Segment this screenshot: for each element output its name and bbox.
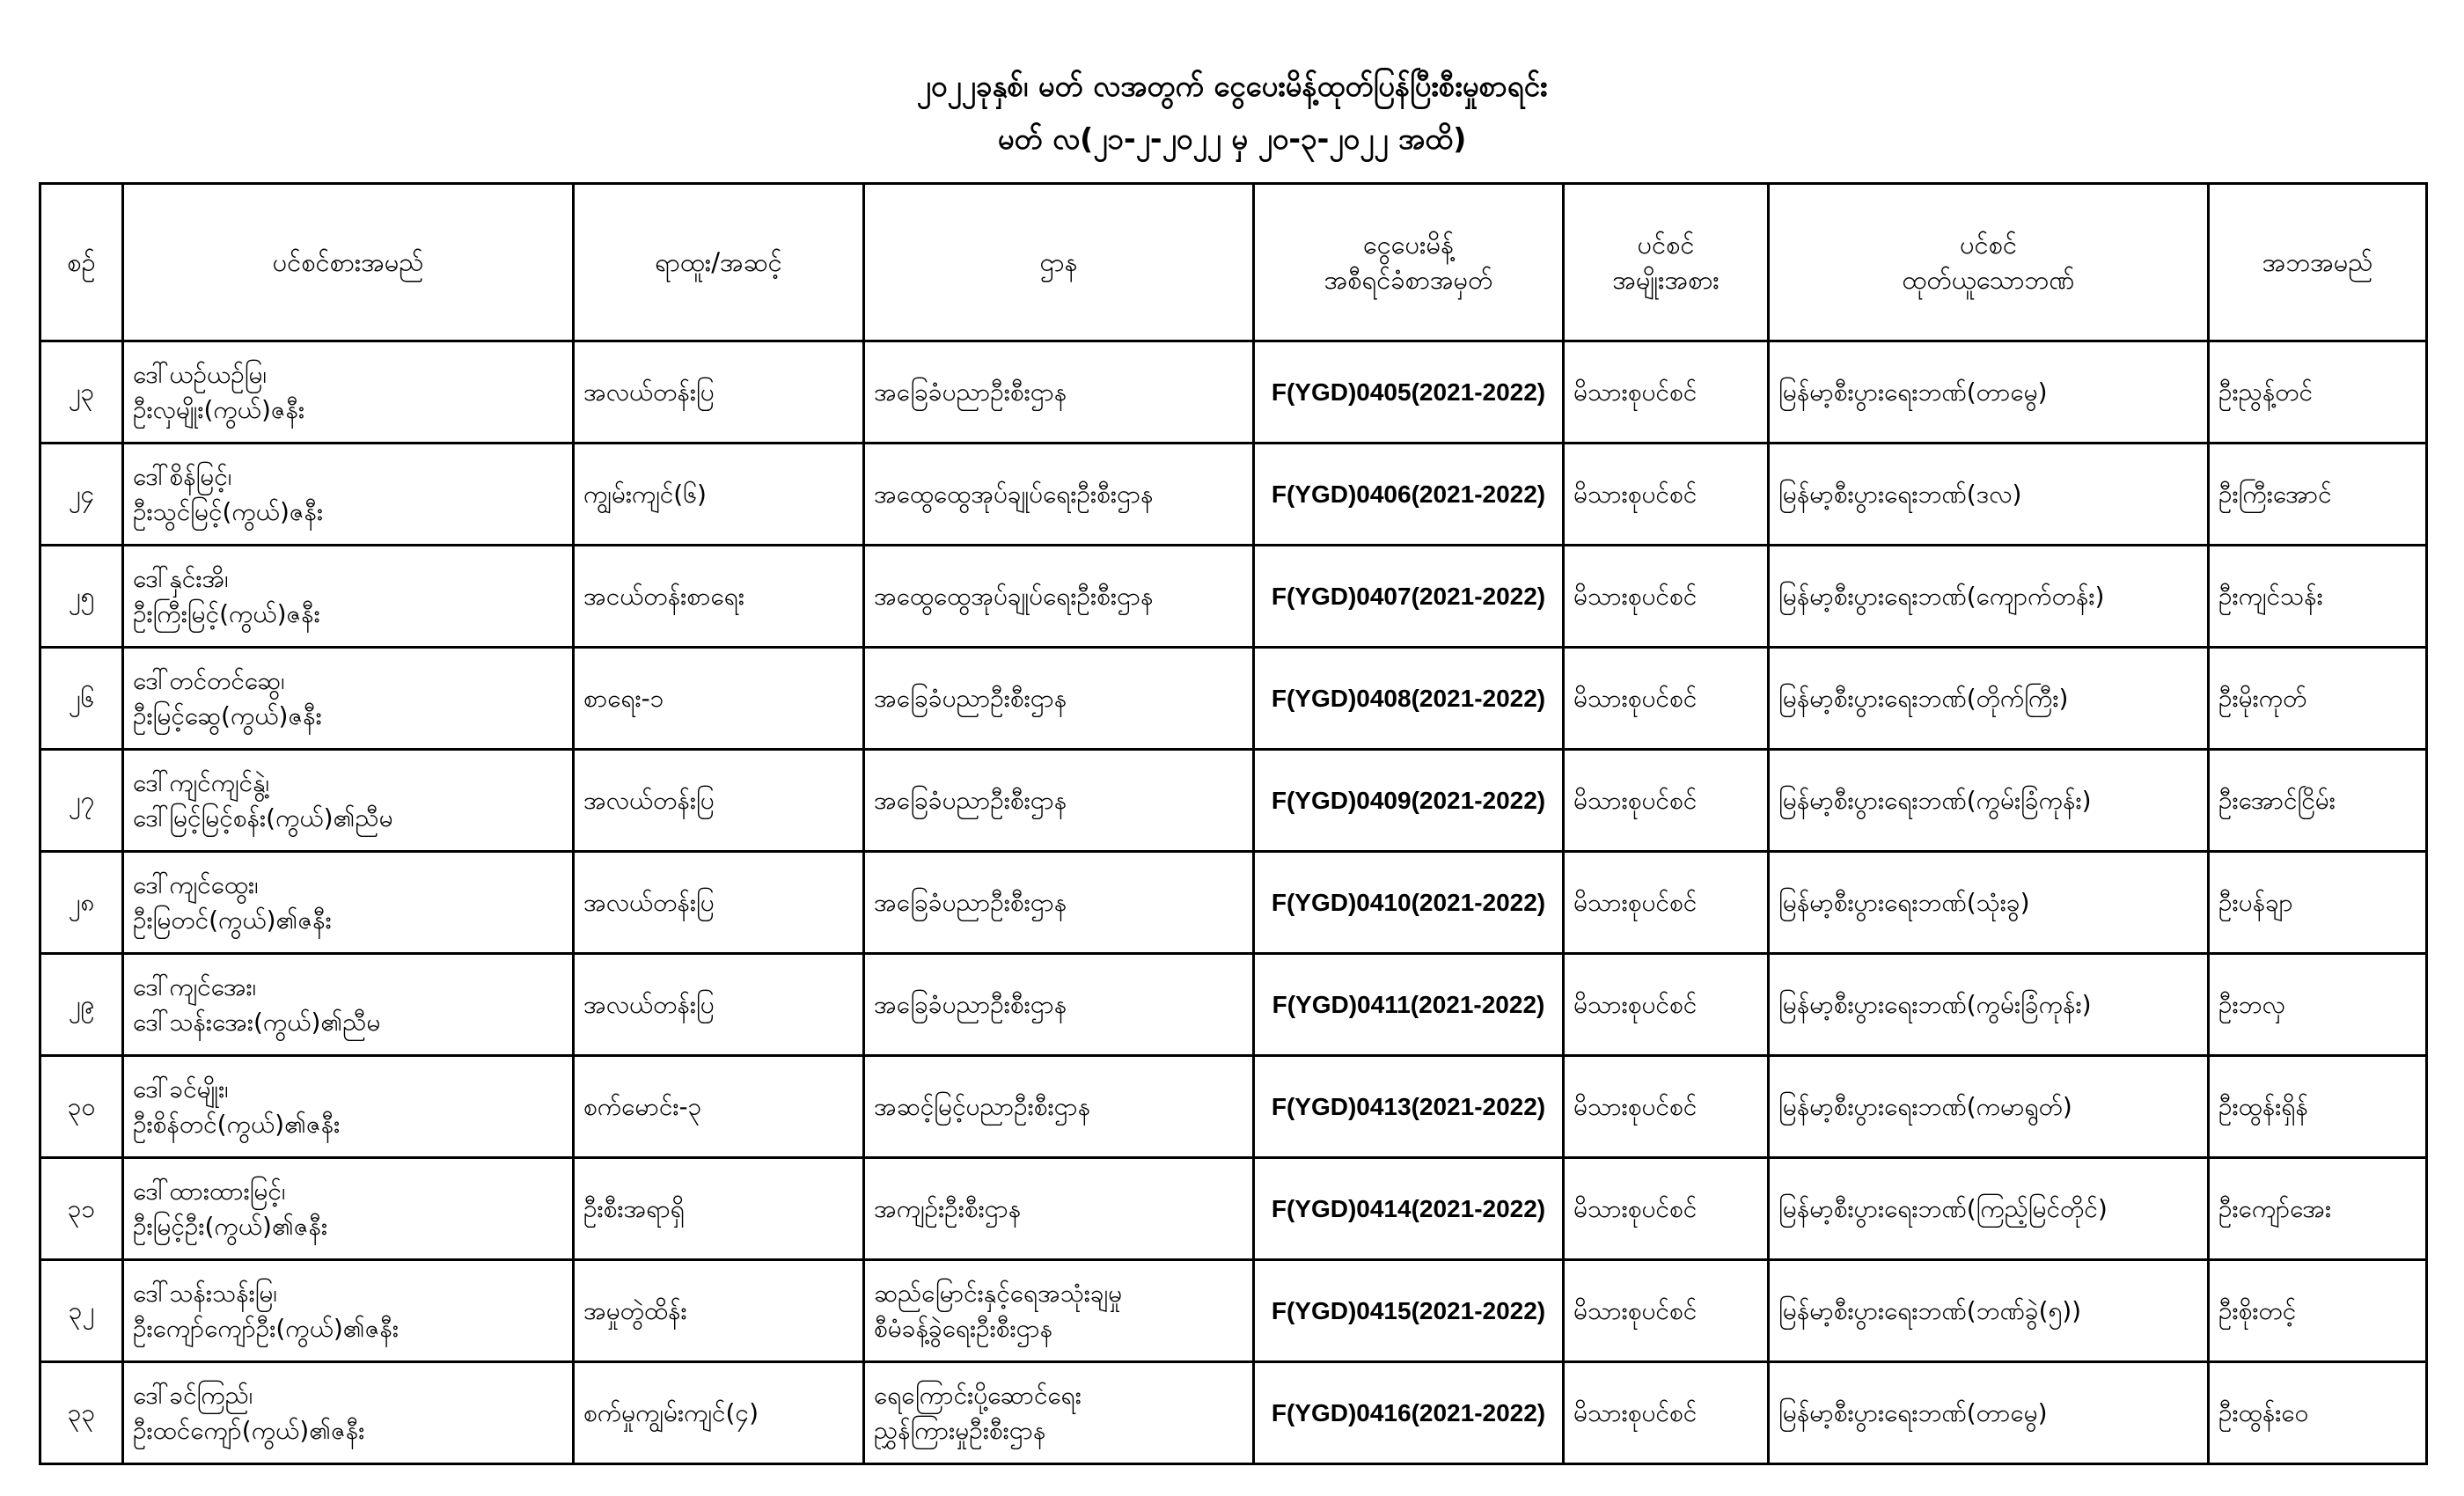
pensioner-name-cell: [123, 648, 574, 750]
department-cell: [864, 954, 1254, 1056]
column-header-line: ပင်စင်: [1637, 230, 1695, 260]
father-name-cell-text: ဦးမိုးကုတ်: [2218, 683, 2307, 713]
order-number-cell-text: F(YGD)0415(2021-2022): [1271, 1296, 1546, 1324]
column-header-pension-type: [1564, 184, 1769, 341]
order-number-cell-text: F(YGD)0408(2021-2022): [1271, 684, 1546, 712]
rank-cell: [574, 341, 864, 444]
column-header-line: ရာထူး/အဆင့်: [655, 247, 782, 277]
title-line-2: မတ် လ(၂၁-၂-၂၀၂၂ မှ ၂၀-၃-၂၀၂၂ အထိ): [997, 121, 1467, 156]
father-name-cell: [2209, 852, 2427, 954]
father-name-cell: [2209, 341, 2427, 444]
department-cell-text: ညွှန်ကြားမှုဦးစီးဌာန: [874, 1415, 1046, 1445]
pension-type-cell: [1564, 750, 1769, 852]
pension-type-cell: [1564, 341, 1769, 444]
pensioner-name-cell-text: ဒေါ်မြင့်မြင့်စန်း(ကွယ်)၏ညီမ: [133, 803, 393, 832]
serial-cell-text: ၂၃: [68, 377, 95, 407]
department-cell-text: အထွေထွေအုပ်ချုပ်ရေးဦးစီးဌာန: [874, 479, 1154, 509]
father-name-cell-text: ဦးကြီးအောင်: [2218, 479, 2332, 509]
serial-cell-text: ၂၉: [68, 989, 95, 1019]
pensioner-name-cell: [123, 341, 574, 444]
bank-cell: [1769, 852, 2209, 954]
pension-type-cell-text: မိသားစုပင်စင်: [1573, 479, 1698, 509]
department-cell-text: အဆင့်မြင့်ပညာဦးစီးဌာန: [874, 1091, 1091, 1121]
column-header-serial: [40, 184, 123, 341]
bank-cell: [1769, 1362, 2209, 1464]
serial-cell-text: ၂၄: [68, 479, 95, 509]
pension-table: [39, 182, 2428, 1465]
pension-type-cell: [1564, 1362, 1769, 1464]
order-number-cell: [1254, 1056, 1564, 1158]
bank-cell-text: မြန်မာ့စီးပွားရေးဘဏ်(ဒလ): [1778, 479, 2022, 509]
father-name-cell: [2209, 750, 2427, 852]
pensioner-name-cell-text: ဦးကျော်ကျော်ဦး(ကွယ်)၏ဇနီး: [133, 1313, 399, 1343]
bank-cell: [1769, 1260, 2209, 1362]
pension-type-cell-text: မိသားစုပင်စင်: [1573, 1193, 1698, 1223]
serial-cell-text: ၃၀: [67, 1091, 96, 1121]
order-number-cell: [1254, 1260, 1564, 1362]
bank-cell-text: မြန်မာ့စီးပွားရေးဘဏ်(တာမွေ): [1778, 1397, 2048, 1427]
pension-type-cell-text: မိသားစုပင်စင်: [1573, 887, 1698, 917]
serial-cell: [40, 750, 123, 852]
pension-type-cell-text: မိသားစုပင်စင်: [1573, 1397, 1698, 1427]
rank-cell-text: အငယ်တန်းစာရေး: [583, 581, 744, 611]
department-cell-text: အခြေခံပညာဦးစီးဌာန: [874, 377, 1067, 407]
column-header-line: စဉ်: [67, 247, 96, 277]
serial-cell-text: ၃၁: [67, 1193, 96, 1223]
father-name-cell-text: ဦးဘလှ: [2218, 989, 2285, 1019]
order-number-cell-text: F(YGD)0409(2021-2022): [1271, 786, 1546, 814]
father-name-cell: [2209, 444, 2427, 546]
father-name-cell: [2209, 546, 2427, 648]
pensioner-name-cell-text: ဒေါ်ခင်မျိုး၊: [133, 1074, 229, 1104]
rank-cell: [574, 954, 864, 1056]
father-name-cell: [2209, 1056, 2427, 1158]
serial-cell-text: ၂၇: [68, 785, 95, 815]
pension-type-cell-text: မိသားစုပင်စင်: [1573, 989, 1698, 1019]
department-cell: [864, 1362, 1254, 1464]
column-header-line: ဌာန: [1039, 247, 1078, 277]
order-number-cell: [1254, 341, 1564, 444]
table-row: [40, 1056, 2427, 1158]
column-header-department: [864, 184, 1254, 341]
table-header-row: [40, 184, 2427, 341]
father-name-cell: [2209, 648, 2427, 750]
pensioner-name-cell-text: ဦးလှမျိုး(ကွယ်)ဇနီး: [133, 394, 305, 424]
rank-cell: [574, 444, 864, 546]
order-number-cell: [1254, 1158, 1564, 1260]
order-number-cell: [1254, 1362, 1564, 1464]
order-number-cell: [1254, 750, 1564, 852]
rank-cell: [574, 1056, 864, 1158]
rank-cell-text: စက်မောင်း-၃: [583, 1091, 702, 1121]
pension-type-cell-text: မိသားစုပင်စင်: [1573, 377, 1698, 407]
pensioner-name-cell: [123, 1158, 574, 1260]
order-number-cell-text: F(YGD)0406(2021-2022): [1271, 480, 1546, 508]
column-header-line: အဘအမည်: [2262, 247, 2373, 277]
column-header-line: ပင်စင်: [1959, 230, 2018, 260]
order-number-cell-text: F(YGD)0405(2021-2022): [1271, 378, 1546, 406]
department-cell-text: စီမံခန့်ခွဲရေးဦးစီးဌာန: [874, 1313, 1053, 1343]
pensioner-name-cell-text: ဒေါ်ထားထားမြင့်၊: [133, 1176, 286, 1206]
serial-cell: [40, 1158, 123, 1260]
pensioner-name-cell-text: ဦးသွင်မြင့်(ကွယ်)ဇနီး: [133, 496, 324, 526]
bank-cell-text: မြန်မာ့စီးပွားရေးဘဏ်(ကွမ်းခြံကုန်း): [1778, 989, 2092, 1019]
pensioner-name-cell: [123, 1260, 574, 1362]
serial-cell: [40, 341, 123, 444]
father-name-cell: [2209, 1362, 2427, 1464]
table-row: [40, 1158, 2427, 1260]
order-number-cell-text: F(YGD)0411(2021-2022): [1272, 990, 1545, 1018]
order-number-cell: [1254, 444, 1564, 546]
pensioner-name-cell-text: ဒေါ်ကျင်ထွေး၊: [133, 869, 259, 899]
pensioner-name-cell-text: ဦးမြင့်ဦး(ကွယ်)၏ဇနီး: [133, 1211, 328, 1241]
rank-cell: [574, 750, 864, 852]
bank-cell-text: မြန်မာ့စီးပွားရေးဘဏ်(ဘဏ်ခွဲ(၅)): [1778, 1295, 2082, 1325]
department-cell-text: အထွေထွေအုပ်ချုပ်ရေးဦးစီးဌာန: [874, 581, 1154, 611]
table-row: [40, 1362, 2427, 1464]
pensioner-name-cell-text: ဒေါ်နှင်းအိ၊: [133, 563, 229, 593]
serial-cell-text: ၂၆: [68, 683, 95, 713]
table-row: [40, 444, 2427, 546]
pensioner-name-cell: [123, 1056, 574, 1158]
rank-cell-text: စက်မှုကျွမ်းကျင်(၄): [583, 1397, 759, 1427]
father-name-cell-text: ဦးထွန်းဝေ: [2218, 1397, 2309, 1427]
rank-cell-text: အလယ်တန်းပြ: [583, 785, 715, 815]
pensioner-name-cell-text: ဒေါ်ကျင်ကျင်နွဲ့၊: [133, 767, 269, 797]
rank-cell-text: ဦးစီးအရာရှိ: [583, 1193, 685, 1223]
serial-cell: [40, 1260, 123, 1362]
table-row: [40, 852, 2427, 954]
bank-cell: [1769, 954, 2209, 1056]
column-header-rank: [574, 184, 864, 341]
order-number-cell: [1254, 852, 1564, 954]
table-row: [40, 341, 2427, 444]
column-header-line: ငွေပေးမိန့်: [1362, 230, 1455, 260]
serial-cell: [40, 1056, 123, 1158]
document-title: [0, 60, 2464, 165]
father-name-cell: [2209, 1260, 2427, 1362]
department-cell: [864, 1158, 1254, 1260]
pension-type-cell: [1564, 852, 1769, 954]
pensioner-name-cell-text: ဦးထင်ကျော်(ကွယ်)၏ဇနီး: [133, 1415, 365, 1445]
father-name-cell: [2209, 1158, 2427, 1260]
serial-cell: [40, 648, 123, 750]
pension-type-cell-text: မိသားစုပင်စင်: [1573, 581, 1698, 611]
title-line-1: ၂၀၂၂ခုနှစ်၊ မတ် လအတွက် ငွေပေးမိန့်ထုတ်ပြန်ပြီးစီးမှုစာရင်း: [916, 69, 1548, 103]
department-cell: [864, 750, 1254, 852]
pensioner-name-cell-text: ဒေါ်တင်တင်ဆွေ၊: [133, 665, 285, 695]
column-header-father-name: [2209, 184, 2427, 341]
order-number-cell: [1254, 546, 1564, 648]
rank-cell: [574, 1260, 864, 1362]
serial-cell: [40, 1362, 123, 1464]
serial-cell: [40, 444, 123, 546]
table-row: [40, 546, 2427, 648]
father-name-cell-text: ဦးကျင်သန်း: [2218, 581, 2323, 611]
rank-cell-text: အမှုတွဲထိန်း: [583, 1295, 687, 1325]
rank-cell: [574, 1158, 864, 1260]
department-cell-text: အခြေခံပညာဦးစီးဌာန: [874, 989, 1067, 1019]
pensioner-name-cell-text: ဒေါ်စိန်မြင့်၊: [133, 461, 232, 491]
pensioner-name-cell-text: ဒေါ်သန်းသန်းမြ၊: [133, 1278, 277, 1308]
father-name-cell-text: ဦးစိုးတင့်: [2218, 1295, 2297, 1325]
bank-cell-text: မြန်မာ့စီးပွားရေးဘဏ်(ကြည့်မြင်တိုင်): [1778, 1193, 2108, 1223]
bank-cell: [1769, 1158, 2209, 1260]
pensioner-name-cell-text: ဒေါ်ကျင်အေး၊: [133, 972, 257, 1001]
serial-cell-text: ၃၃: [67, 1397, 96, 1427]
pensioner-name-cell-text: ဦးမြင့်ဆွေ(ကွယ်)ဇနီး: [133, 700, 322, 730]
order-number-cell-text: F(YGD)0407(2021-2022): [1271, 582, 1546, 610]
column-header-line: အစီရင်ခံစာအမှတ်: [1324, 265, 1493, 295]
order-number-cell-text: F(YGD)0410(2021-2022): [1271, 888, 1546, 916]
pension-type-cell: [1564, 1260, 1769, 1362]
pensioner-name-cell: [123, 852, 574, 954]
column-header-pensioner-name: [123, 184, 574, 341]
table-row: [40, 954, 2427, 1056]
rank-cell-text: စာရေး-၁: [583, 683, 664, 713]
serial-cell-text: ၂၅: [68, 581, 95, 611]
father-name-cell-text: ဦးညွန့်တင်: [2218, 377, 2313, 407]
pensioner-name-cell: [123, 954, 574, 1056]
department-cell: [864, 341, 1254, 444]
order-number-cell-text: F(YGD)0414(2021-2022): [1271, 1194, 1546, 1222]
pensioner-name-cell-text: ဒေါ်ယဉ်ယဉ်မြ၊: [133, 359, 267, 389]
pension-type-cell-text: မိသားစုပင်စင်: [1573, 1295, 1698, 1325]
pension-type-cell: [1564, 444, 1769, 546]
table-row: [40, 648, 2427, 750]
bank-cell: [1769, 546, 2209, 648]
serial-cell-text: ၂၈: [68, 887, 95, 917]
bank-cell-text: မြန်မာ့စီးပွားရေးဘဏ်(ကျောက်တန်း): [1778, 581, 2105, 611]
column-header-line: ထုတ်ယူသောဘဏ်: [1902, 265, 2075, 295]
serial-cell: [40, 852, 123, 954]
department-cell-text: ရေကြောင်းပို့ဆောင်ရေး: [874, 1380, 1082, 1410]
pensioner-name-cell: [123, 1362, 574, 1464]
rank-cell-text: အလယ်တန်းပြ: [583, 377, 715, 407]
pensioner-name-cell: [123, 546, 574, 648]
pension-type-cell-text: မိသားစုပင်စင်: [1573, 683, 1698, 713]
bank-cell-text: မြန်မာ့စီးပွားရေးဘဏ်(တိုက်ကြီး): [1778, 683, 2069, 713]
father-name-cell-text: ဦးထွန်းရှိန်: [2218, 1091, 2308, 1121]
pensioner-name-cell: [123, 750, 574, 852]
department-cell: [864, 1260, 1254, 1362]
department-cell-text: အခြေခံပညာဦးစီးဌာန: [874, 887, 1067, 917]
pension-type-cell: [1564, 546, 1769, 648]
rank-cell: [574, 648, 864, 750]
serial-cell: [40, 546, 123, 648]
father-name-cell-text: ဦးအောင်ငြိမ်း: [2218, 785, 2336, 815]
department-cell-text: အခြေခံပညာဦးစီးဌာန: [874, 785, 1067, 815]
pension-type-cell-text: မိသားစုပင်စင်: [1573, 785, 1698, 815]
department-cell: [864, 444, 1254, 546]
column-header-bank: [1769, 184, 2209, 341]
bank-cell-text: မြန်မာ့စီးပွားရေးဘဏ်(သုံးခွ): [1778, 887, 2030, 917]
order-number-cell: [1254, 954, 1564, 1056]
father-name-cell: [2209, 954, 2427, 1056]
bank-cell-text: မြန်မာ့စီးပွားရေးဘဏ်(ကွမ်းခြံကုန်း): [1778, 785, 2092, 815]
serial-cell: [40, 954, 123, 1056]
order-number-cell: [1254, 648, 1564, 750]
department-cell: [864, 648, 1254, 750]
pension-type-cell: [1564, 1158, 1769, 1260]
table-body: [40, 341, 2427, 1464]
department-cell: [864, 1056, 1254, 1158]
bank-cell: [1769, 750, 2209, 852]
pensioner-name-cell-text: ဦးမြတင်(ကွယ်)၏ဇနီး: [133, 905, 332, 935]
department-cell-text: အခြေခံပညာဦးစီးဌာန: [874, 683, 1067, 713]
bank-cell: [1769, 1056, 2209, 1158]
column-header-order-number: [1254, 184, 1564, 341]
column-header-line: ပင်စင်စားအမည်: [272, 247, 424, 277]
pensioner-name-cell-text: ဦးကြီးမြင့်(ကွယ်)ဇနီး: [133, 598, 320, 628]
pension-type-cell: [1564, 1056, 1769, 1158]
pensioner-name-cell-text: ဒေါ်ခင်ကြည်၊: [133, 1380, 253, 1410]
pension-type-cell: [1564, 648, 1769, 750]
father-name-cell-text: ဦးကျော်အေး: [2218, 1193, 2332, 1223]
department-cell-text: အကျဉ်းဦးစီးဌာန: [874, 1193, 1022, 1223]
serial-cell-text: ၃၂: [68, 1295, 95, 1325]
bank-cell: [1769, 341, 2209, 444]
pension-type-cell: [1564, 954, 1769, 1056]
order-number-cell-text: F(YGD)0416(2021-2022): [1271, 1398, 1546, 1426]
pensioner-name-cell-text: ဒေါ်သန်းအေး(ကွယ်)၏ညီမ: [133, 1007, 381, 1037]
table-row: [40, 1260, 2427, 1362]
rank-cell-text: ကျွမ်းကျင်(၆): [583, 479, 707, 509]
bank-cell-text: မြန်မာ့စီးပွားရေးဘဏ်(ကမာရွတ်): [1778, 1091, 2072, 1121]
table-row: [40, 750, 2427, 852]
department-cell: [864, 852, 1254, 954]
rank-cell: [574, 852, 864, 954]
bank-cell: [1769, 648, 2209, 750]
pensioner-name-cell-text: ဦးစိန်တင်(ကွယ်)၏ဇနီး: [133, 1109, 341, 1139]
rank-cell-text: အလယ်တန်းပြ: [583, 887, 715, 917]
department-cell-text: ဆည်မြောင်းနှင့်ရေအသုံးချမှု: [874, 1278, 1123, 1308]
order-number-cell-text: F(YGD)0413(2021-2022): [1271, 1092, 1546, 1120]
father-name-cell-text: ဦးပန်ချာ: [2218, 887, 2293, 917]
pension-type-cell-text: မိသားစုပင်စင်: [1573, 1091, 1698, 1121]
rank-cell-text: အလယ်တန်းပြ: [583, 989, 715, 1019]
column-header-line: အမျိုးအစား: [1612, 265, 1720, 295]
pensioner-name-cell: [123, 444, 574, 546]
bank-cell-text: မြန်မာ့စီးပွားရေးဘဏ်(တာမွေ): [1778, 377, 2048, 407]
department-cell: [864, 546, 1254, 648]
rank-cell: [574, 1362, 864, 1464]
rank-cell: [574, 546, 864, 648]
bank-cell: [1769, 444, 2209, 546]
